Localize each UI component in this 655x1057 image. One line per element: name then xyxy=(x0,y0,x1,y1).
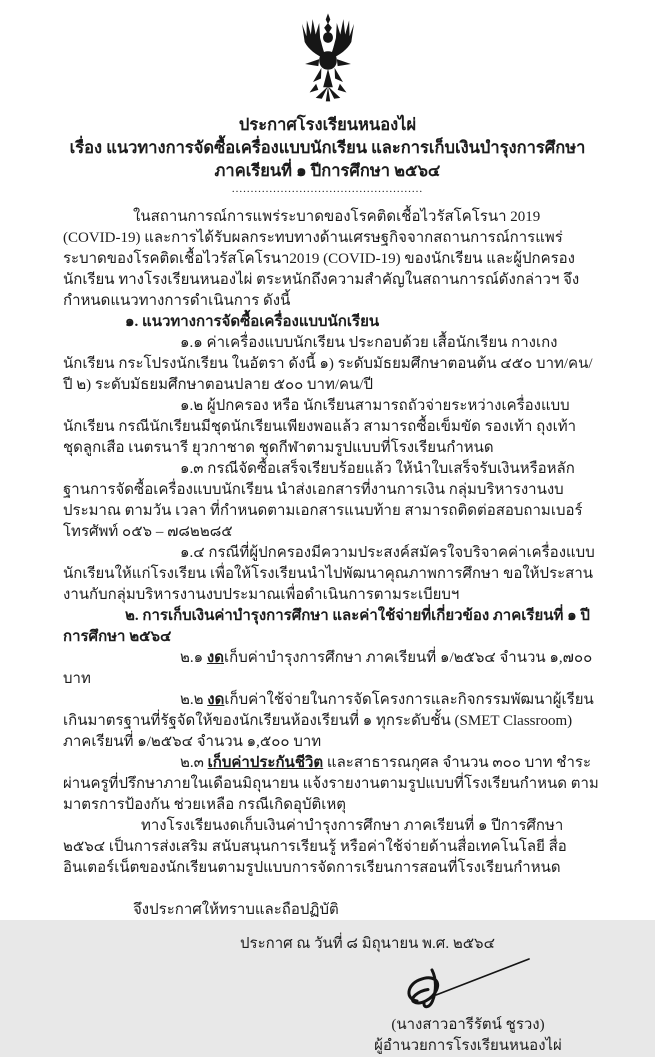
section2-item-1 xyxy=(63,648,599,690)
section2-item-2 xyxy=(63,690,599,753)
document-header xyxy=(0,0,655,194)
section1-item-2: ๑.๒ ผู้ปกครอง หรือ นักเรียนสามารถถัวจ่ายระหว่างเครื่องแบบนักเรียน กรณีนักเรียนมีชุดนักเรียนเพียงพอแล้ว สามารถซื้อเข็มขัด รองเท้า ถุงเท้า ชุดลูกเสือ เนตรนารี ยุวกาชาด ชุดกีฬาตามรูปแบบที่โรงเรียนกำหนด xyxy=(63,398,577,456)
item-text: และสาธารณกุศล จำนวน ๓๐๐ บาท ชำระผ่านครูที่ปรึกษาภายในเดือนมิถุนายน แจ้งรายงานตามรูปแบบที่โรงเรียนกำหนด ตามมาตรการป้องกัน ช่วยเหลือ กรณีเกิดอุบัติเหตุ xyxy=(63,755,599,813)
document-title: ประกาศโรงเรียนหนองไผ่ xyxy=(238,115,417,134)
item-number: ๒.๒ xyxy=(180,692,208,708)
item-text: เก็บค่าใช้จ่ายในการจัดโครงการและกิจกรรมพัฒนาผู้เรียนเกินมาตรฐานที่รัฐจัดให้ของนักเรียนห้องเรียนที่ ๑ ทุกระดับชั้น (SMET Classroom) ภาคเรียนที่ ๑/๒๕๖๔ จำนวน ๑,๕๐๐ บาท xyxy=(63,692,594,750)
signature-icon xyxy=(363,957,573,1015)
divider-dots: ................................................... xyxy=(231,183,424,195)
item-number: ๒.๑ xyxy=(180,650,207,666)
document-body xyxy=(0,205,655,1057)
section1-item-1: ๑.๑ ค่าเครื่องแบบนักเรียน ประกอบด้วย เสื้อนักเรียน กางเกงนักเรียน กระโปรงนักเรียน ในอัตรา ดังนี้ ๑) ระดับมัธยมศึกษาตอนต้น ๔๕๐ บาท/คน/ปี ๒) ระดับมัธยมศึกษาตอนปลาย ๕๐๐ บาท/คน/ปี xyxy=(63,335,593,393)
emphasized-word: งด xyxy=(207,692,225,708)
document-term: ภาคเรียนที่ ๑ ปีการศึกษา ๒๕๖๔ xyxy=(214,161,441,180)
emphasized-phrase: เก็บค่าประกันชีวิต xyxy=(207,755,324,771)
emphasized-word: งด xyxy=(206,650,224,666)
announce-line: จึงประกาศให้ทราบและถือปฏิบัติ xyxy=(133,902,339,918)
closing-paragraph: ทางโรงเรียนงดเก็บเงินค่าบำรุงการศึกษา ภาคเรียนที่ ๑ ปีการศึกษา ๒๕๖๔ เป็นการส่งเสริม สนับสนุนการเรียนรู้ หรือค่าใช้จ่ายด้านสื่อเทคโนโลยี สื่ออินเตอร์เน็ตของนักเรียนตามรูปแบบการจัดการเรียนการสอนที่โรงเรียนกำหนด xyxy=(63,818,567,876)
section1-item-3: ๑.๓ กรณีจัดซื้อเสร็จเรียบร้อยแล้ว ให้นำใบเสร็จรับเงินหรือหลักฐานการจัดซื้อเครื่องแบบนักเรียน นำส่งเอกสารที่งานการเงิน กลุ่มบริหารงานงบประมาณ ตามวัน เวลา ที่กำหนดตามเอกสารแนบท้าย สามารถติดต่อสอบถามเบอร์โทรศัพท์ ๐๕๖ – ๗๘๒๒๘๕ xyxy=(63,461,583,540)
section2-item-3 xyxy=(63,753,599,816)
garuda-emblem-icon xyxy=(284,13,372,107)
item-text: เก็บค่าบำรุงการศึกษา ภาคเรียนที่ ๑/๒๕๖๔ จำนวน ๑,๗๐๐ บาท xyxy=(63,650,593,687)
section2-heading: ๒. การเก็บเงินค่าบำรุงการศึกษา และค่าใช้จ่ายที่เกี่ยวข้อง ภาคเรียนที่ ๑ ปีการศึกษา ๒๕๖๔ xyxy=(63,608,590,645)
document-subject: เรื่อง แนวทางการจัดซื้อเครื่องแบบนักเรียน และการเก็บเงินบำรุงการศึกษา xyxy=(69,138,586,157)
section1-item-4: ๑.๔ กรณีที่ผู้ปกครองมีความประสงค์สมัครใจบริจาคค่าเครื่องแบบนักเรียนให้แก่โรงเรียน เพื่อให้โรงเรียนนำไปพัฒนาคุณภาพการศึกษา ขอให้ประสานงานกับกลุ่มบริหารงานงบประมาณเพื่อดำเนินการตามระเบียบฯ xyxy=(63,545,595,603)
signature-block xyxy=(363,957,573,1057)
item-number: ๒.๓ xyxy=(180,755,208,771)
signer-title: ผู้อำนวยการโรงเรียนหนองไผ่ xyxy=(374,1038,562,1054)
intro-paragraph: ในสถานการณ์การแพร่ระบาดของโรคติดเชื้อไวรัสโคโรนา 2019 (COVID-19) และการได้รับผลกระทบทางด้านเศรษฐกิจจากสถานการณ์การแพร่ระบาดของโรคติดเชื้อไวรัสโคโรนา2019 (COVID-19) ของนักเรียน และผู้ปกครองนักเรียน ทางโรงเรียนหนองไผ่ ตระหนักถึงความสำคัญในสถานการณ์ดังกล่าวฯ จึงกำหนดแนวทางการดำเนินการ ดังนี้ xyxy=(63,209,580,309)
section1-heading: ๑. แนวทางการจัดซื้อเครื่องแบบนักเรียน xyxy=(125,314,380,330)
date-line: ประกาศ ณ วันที่ ๘ มิถุนายน พ.ศ. ๒๕๖๔ xyxy=(240,936,495,952)
signer-name: (นางสาวอารีรัตน์ ชูรวง) xyxy=(391,1017,545,1033)
